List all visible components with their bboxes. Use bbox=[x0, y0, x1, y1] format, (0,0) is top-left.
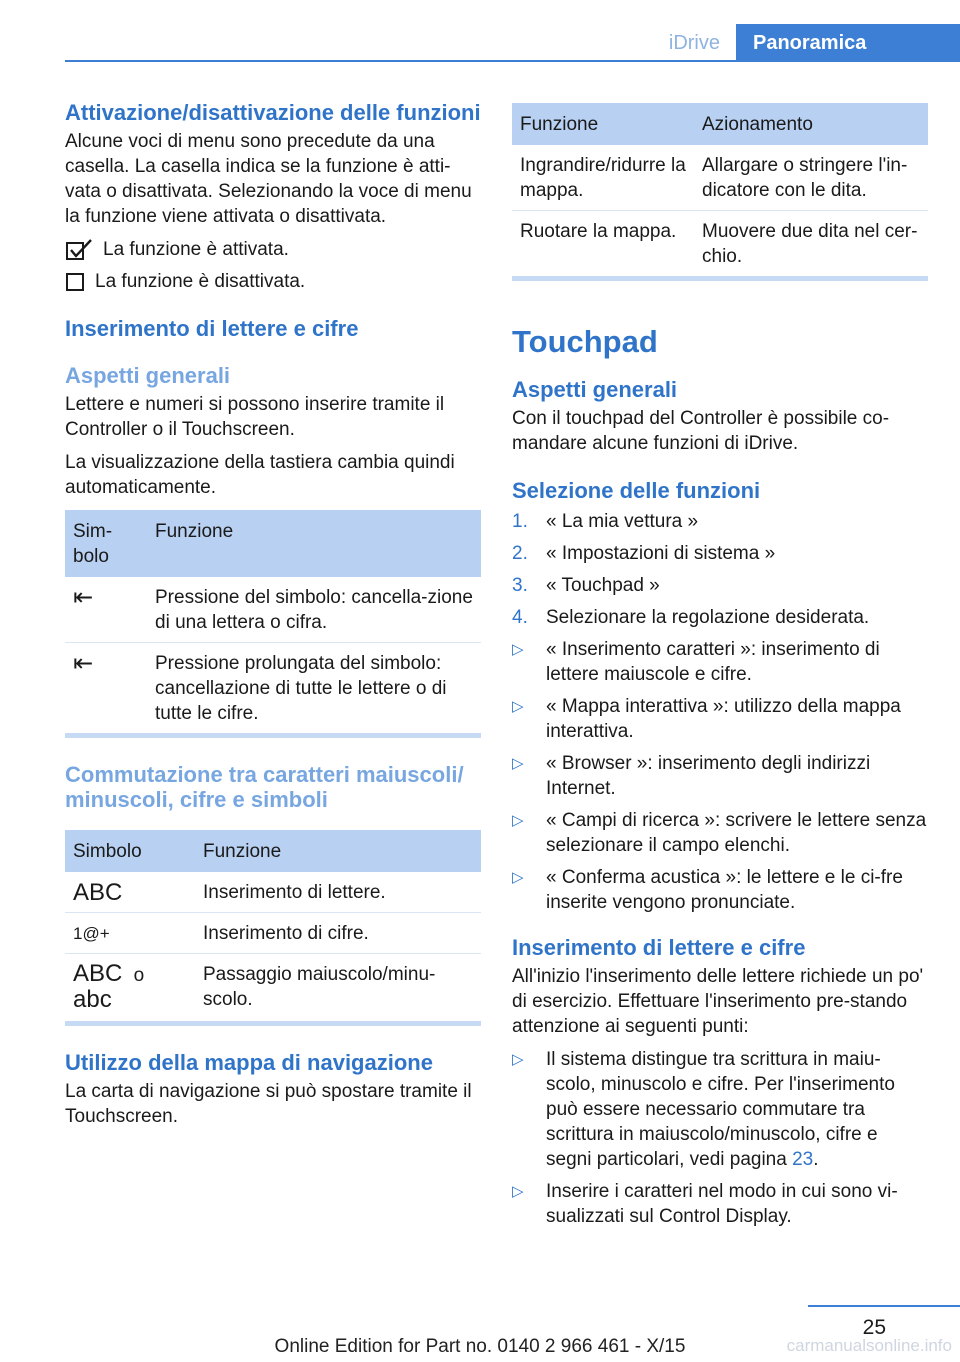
table-header-function: Funzione bbox=[512, 103, 694, 145]
checked-box-icon bbox=[65, 239, 95, 261]
table-header-action: Azionamento bbox=[694, 103, 928, 145]
step-number: 3. bbox=[512, 575, 528, 596]
list-item bbox=[512, 541, 928, 566]
header-tab: Panoramica bbox=[736, 24, 960, 62]
bullet-triangle-icon: ▷ bbox=[512, 755, 524, 772]
list-item bbox=[512, 1179, 928, 1229]
heading-map: Utilizzo della mappa di navigazione bbox=[65, 1050, 433, 1075]
bullet-triangle-icon: ▷ bbox=[512, 641, 524, 658]
list-item bbox=[512, 573, 928, 598]
heading-general: Aspetti generali bbox=[65, 363, 231, 388]
bullet-triangle-icon: ▷ bbox=[512, 869, 524, 886]
table-header-symbol: Sim-bolo bbox=[65, 510, 147, 577]
table-cell: Passaggio maiuscolo/minu-scolo. bbox=[203, 964, 436, 1010]
check-off-row bbox=[65, 269, 481, 294]
table-row bbox=[65, 954, 481, 1022]
or-text: o bbox=[133, 965, 145, 986]
list-item bbox=[512, 751, 928, 801]
table-header-function: Funzione bbox=[147, 510, 481, 577]
bullet-text: « Inserimento caratteri »: inserimento di lettere maiuscole e cifre. bbox=[546, 639, 880, 685]
table-end-bar bbox=[65, 733, 481, 738]
step-text: Selezionare la regolazione desiderata. bbox=[546, 607, 870, 628]
list-item bbox=[512, 605, 928, 630]
table-cell: Muovere due dita nel cer-chio. bbox=[702, 221, 918, 267]
bullet-text: « Conferma acustica »: le lettere e le ci-fre inserite vengono pronunciate. bbox=[546, 867, 903, 913]
table-cell: Inserimento di cifre. bbox=[195, 913, 481, 954]
table-row bbox=[512, 211, 928, 277]
step-number: 1. bbox=[512, 511, 528, 532]
page-link[interactable]: 23 bbox=[792, 1149, 814, 1170]
bullet-triangle-icon: ▷ bbox=[512, 1183, 524, 1200]
edition-text: Online Edition for Part no. 0140 2 966 461 - X/15 bbox=[274, 1336, 686, 1357]
left-column bbox=[65, 100, 481, 1137]
list-item bbox=[512, 637, 928, 687]
check-on-label: La funzione è attivata. bbox=[103, 239, 289, 260]
header-section: iDrive bbox=[668, 32, 720, 54]
table-cell: Inserimento di lettere. bbox=[195, 872, 481, 913]
heading-input: Inserimento di lettere e cifre bbox=[512, 935, 806, 960]
table-row bbox=[512, 145, 928, 211]
table-cell: Ingrandire/ridurre la mappa. bbox=[512, 145, 694, 211]
step-number: 2. bbox=[512, 543, 528, 564]
bullet-triangle-icon: ▷ bbox=[512, 812, 524, 829]
table-row bbox=[65, 872, 481, 913]
step-number: 4. bbox=[512, 607, 528, 628]
table-end-bar bbox=[512, 276, 928, 281]
option-bullets bbox=[512, 637, 928, 915]
delete-icon: ⇤ bbox=[73, 650, 94, 677]
switch-table bbox=[65, 830, 481, 1021]
bullet-text: Inserire i caratteri nel modo in cui sono vi-sualizzati sul Control Display. bbox=[546, 1181, 898, 1227]
step-text: « Touchpad » bbox=[546, 575, 660, 596]
paragraph-activation: Alcune voci di menu sono precedute da una casella. La casella indica se la funzione è atti-vata o disattivata. Selezionando la voce di menu la funzione viene attivata o disattivata. bbox=[65, 131, 472, 227]
list-item bbox=[512, 808, 928, 858]
digits-symbols-icon: 1@+ bbox=[65, 913, 195, 954]
bullet-triangle-icon: ▷ bbox=[512, 698, 524, 715]
bullet-text: Il sistema distingue tra scrittura in maiu-scolo, minuscolo e cifre. Per l'inserimento può essere necessario commutare tra scrittura in maiuscolo/minuscolo, cifre e segni particolari, vedi pagina 23. bbox=[546, 1049, 895, 1170]
page-number: 25 bbox=[862, 1316, 886, 1339]
table-cell: Pressione prolungata del simbolo: cancellazione di tutte le lettere o di tutte le cifre. bbox=[155, 653, 447, 724]
heading-select: Selezione delle funzioni bbox=[512, 478, 761, 503]
input-bullets bbox=[512, 1047, 928, 1229]
table-end-bar bbox=[65, 1021, 481, 1026]
list-item bbox=[512, 865, 928, 915]
step-text: « Impostazioni di sistema » bbox=[546, 543, 776, 564]
bullet-text: « Mappa interattiva »: utilizzo della mappa interattiva. bbox=[546, 696, 901, 742]
check-off-label: La funzione è disattivata. bbox=[95, 271, 306, 292]
right-column bbox=[512, 103, 928, 1236]
steps-list bbox=[512, 509, 928, 630]
step-text: « La mia vettura » bbox=[546, 511, 699, 532]
map-gesture-table bbox=[512, 103, 928, 276]
case-toggle-cell bbox=[65, 954, 195, 1022]
check-on-row bbox=[65, 237, 481, 262]
bullet-text: « Browser »: inserimento degli indirizzi Internet. bbox=[546, 753, 871, 799]
page-header bbox=[0, 0, 960, 62]
bullet-text: « Campi di ricerca »: scrivere le lettere senza selezionare il campo elenchi. bbox=[546, 810, 927, 856]
table-cell: Pressione del simbolo: cancella-zione di una lettera o cifra. bbox=[147, 577, 481, 643]
list-item bbox=[512, 509, 928, 534]
heading-touchpad: Touchpad bbox=[512, 324, 658, 359]
table-row bbox=[65, 577, 481, 643]
table-header-function: Funzione bbox=[195, 830, 481, 872]
uppercase-letters-icon: ABC bbox=[73, 960, 123, 987]
lowercase-letters-icon: abc bbox=[73, 986, 112, 1013]
table-cell: Allargare o stringere l'in-dicatore con le dita. bbox=[694, 145, 928, 211]
uppercase-letters-icon: ABC bbox=[65, 872, 195, 913]
list-item bbox=[512, 694, 928, 744]
paragraph-general-1: Lettere e numeri si possono inserire tramite il Controller o il Touchscreen. bbox=[65, 394, 445, 440]
table-row bbox=[65, 913, 481, 954]
header-rule bbox=[65, 60, 960, 62]
heading-switch: Commutazione tra caratteri maiuscoli/ minuscoli, cifre e simboli bbox=[65, 762, 464, 812]
table-cell: Ruotare la mappa. bbox=[520, 221, 677, 242]
heading-activation: Attivazione/disattivazione delle funzioni bbox=[65, 100, 481, 125]
heading-input: Inserimento di lettere e cifre bbox=[65, 316, 359, 341]
paragraph-map: La carta di navigazione si può spostare tramite il Touchscreen. bbox=[65, 1081, 472, 1127]
watermark: carmanualsonline.info bbox=[786, 1336, 952, 1355]
delete-icon: ⇤ bbox=[65, 577, 147, 643]
table-header-symbol: Simbolo bbox=[65, 830, 195, 872]
paragraph-touchpad: Con il touchpad del Controller è possibile co-mandare alcune funzioni di iDrive. bbox=[512, 408, 890, 454]
footer-rule bbox=[808, 1305, 960, 1307]
table-row bbox=[65, 643, 481, 734]
heading-general: Aspetti generali bbox=[512, 377, 678, 402]
list-item bbox=[512, 1047, 928, 1172]
symbol-table bbox=[65, 510, 481, 733]
bullet-triangle-icon: ▷ bbox=[512, 1051, 524, 1068]
empty-box-icon bbox=[65, 271, 87, 293]
paragraph-input: All'inizio l'inserimento delle lettere richiede un po' di esercizio. Effettuare l'inserimento pre-stando attenzione ai seguenti punti: bbox=[512, 966, 924, 1037]
paragraph-general-2: La visualizzazione della tastiera cambia quindi automaticamente. bbox=[65, 452, 455, 498]
